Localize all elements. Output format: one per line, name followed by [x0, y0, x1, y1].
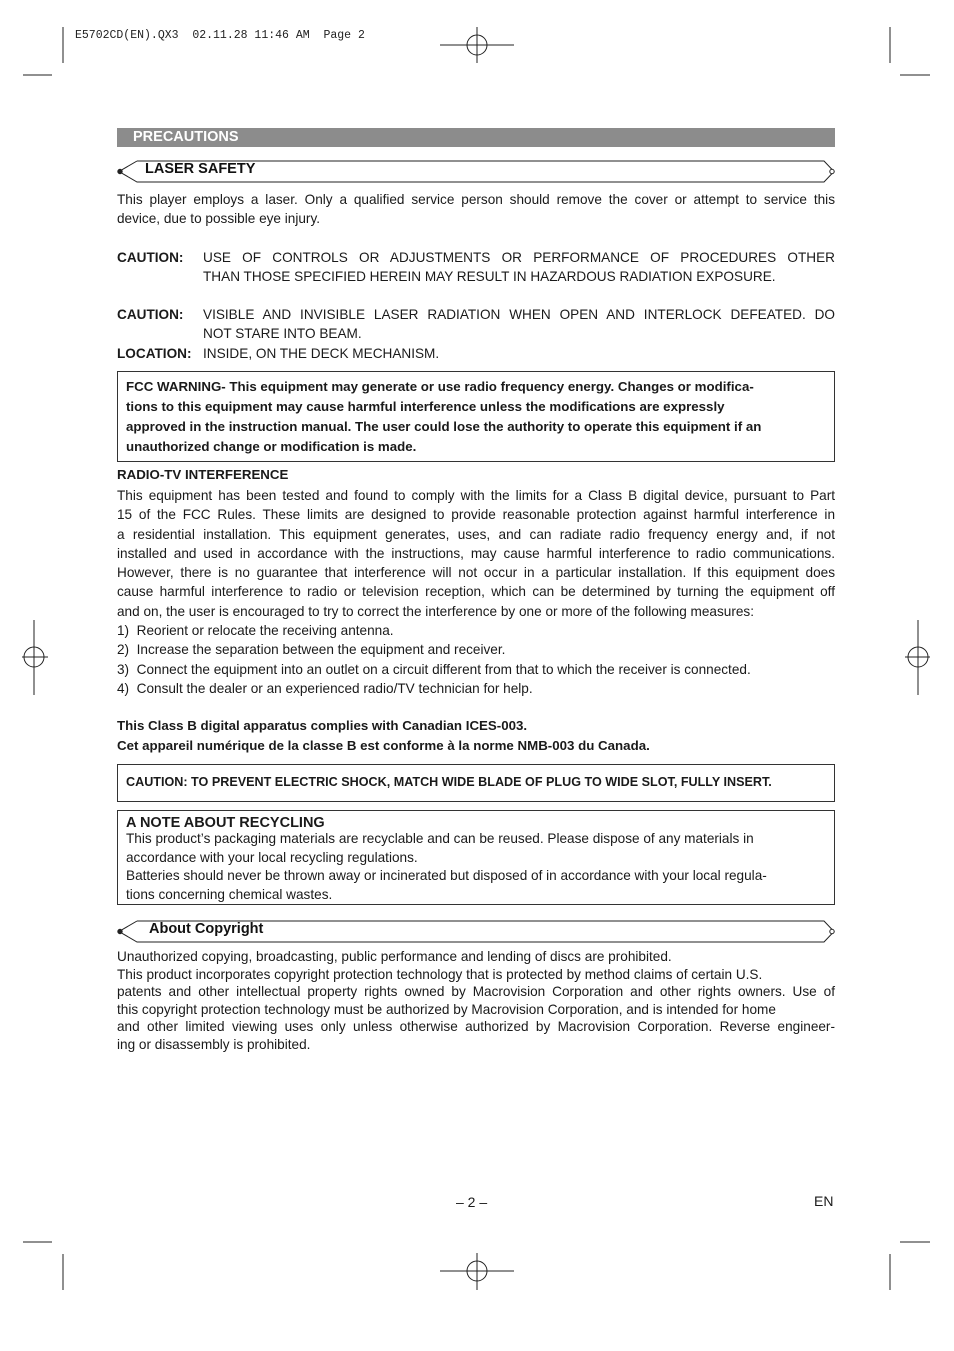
radio-tv-line: and on, the user is encouraged to try to correct the interference by one or more of the following measures: [117, 603, 754, 619]
caution-label: CAUTION: [117, 307, 184, 322]
recycling-title: A NOTE ABOUT RECYCLING [126, 815, 325, 831]
caution-label: CAUTION: [117, 250, 184, 265]
copyright-line: Unauthorized copying, broadcasting, public performance and lending of discs are prohibited. [117, 949, 672, 964]
radio-tv-line: This equipment has been tested and found to comply with the limits for a Class B digital device, pursuant to Part [117, 488, 835, 503]
fcc-warning-line: unauthorized change or modification is made. [126, 439, 417, 454]
measure-item: 3) Connect the equipment into an outlet on a circuit different from that to which the receiver is connected. [117, 661, 751, 677]
caution-controls [117, 248, 835, 288]
caution-text [203, 248, 835, 287]
location-text: INSIDE, ON THE DECK MECHANISM. [203, 346, 440, 361]
recycling-line: accordance with your local recycling regulations. [126, 849, 418, 865]
copyright-line: This product incorporates copyright protection technology that is protected by method claims of certain U.S. [117, 966, 763, 982]
plug-caution-box [117, 764, 835, 802]
precautions-bar [117, 128, 835, 147]
caution-radiation [117, 305, 835, 345]
caution-text [203, 305, 835, 344]
radio-tv-line: However, there is no guarantee that interference will not occur in a particular installation. If this equipment does [117, 565, 835, 581]
recycling-text [126, 830, 826, 904]
caution-text-line: NOT STARE INTO BEAM. [203, 326, 362, 342]
fcc-warning-box [117, 371, 835, 462]
recycling-line: This product’s packaging materials are recyclable and can be reused. Please dispose of any materials in [126, 831, 754, 846]
canada-line-fr: Cet appareil numérique de la classe B est conforme à la norme NMB-003 du Canada. [117, 738, 650, 753]
precautions-title: PRECAUTIONS [133, 129, 239, 145]
radio-tv-line: cause harmful interference to radio or television reception, which can be determined by turning the equipment off [117, 584, 835, 600]
radio-tv-line: 15 of the FCC Rules. These limits are designed to provide reasonable protection against harmful interference in [117, 507, 835, 523]
measure-item: 1) Reorient or relocate the receiving antenna. [117, 623, 394, 639]
fcc-warning-line: approved in the instruction manual. The user could lose the authority to operate this equipment if an [126, 419, 762, 434]
recycling-line: Batteries should never be thrown away or incinerated but disposed of in accordance with your local regula- [126, 868, 767, 883]
recycling-box [117, 810, 835, 905]
copyright-line: patents and other intellectual property rights owned by Macrovision Corporation and other rights owners. Use of [117, 984, 835, 999]
plug-caution-text: CAUTION: TO PREVENT ELECTRIC SHOCK, MATCH WIDE BLADE OF PLUG TO WIDE SLOT, FULLY INSERT. [126, 775, 772, 789]
radio-tv-line: a residential installation. This equipment generates, uses, and can radiate radio frequency energy and, if not [117, 526, 835, 542]
location-label: LOCATION: [117, 346, 192, 361]
page-number: – 2 – [456, 1194, 488, 1210]
measure-item: 2) Increase the separation between the equipment and receiver. [117, 642, 506, 658]
canada-compliance [117, 716, 650, 756]
copyright-line: this copyright protection technology must be authorized by Macrovision Corporation, and is intended for home [117, 1001, 776, 1017]
copyright-body [117, 948, 835, 1053]
laser-intro-line: This player employs a laser. Only a qualified service person should remove the cover or attempt to service this [117, 192, 835, 207]
copyright-heading [117, 920, 835, 943]
print-slug: E5702CD(EN).QX3 02.11.28 11:46 AM Page 2 [75, 29, 365, 42]
language-code: EN [814, 1193, 834, 1209]
copyright-line: ing or disassembly is prohibited. [117, 1036, 311, 1052]
copyright-line: and other limited viewing uses only unless otherwise authorized by Macrovision Corporation. Reverse engineer- [117, 1019, 835, 1034]
radio-tv-line: installed and used in accordance with the instructions, may cause harmful interference to radio communications. [117, 545, 835, 561]
fcc-warning-line: tions to this equipment may cause harmful interference unless the modifications are expressly [126, 399, 725, 414]
laser-location [117, 344, 835, 364]
caution-text-line: THAN THOSE SPECIFIED HEREIN MAY RESULT IN HAZARDOUS RADIATION EXPOSURE. [203, 269, 776, 285]
caution-text-line: USE OF CONTROLS OR ADJUSTMENTS OR PERFORMANCE OF PROCEDURES OTHER [203, 250, 835, 265]
radio-tv-body [117, 486, 835, 698]
radio-tv-heading: RADIO-TV INTERFERENCE [117, 467, 289, 482]
fcc-warning-text [126, 377, 826, 457]
caution-text-line: VISIBLE AND INVISIBLE LASER RADIATION WHEN OPEN AND INTERLOCK DEFEATED. DO [203, 307, 835, 322]
laser-intro [117, 190, 835, 229]
laser-intro-line: device, due to possible eye injury. [117, 211, 321, 227]
measure-item: 4) Consult the dealer or an experienced radio/TV technician for help. [117, 680, 533, 696]
laser-safety-heading [117, 160, 835, 183]
canada-line-en: This Class B digital apparatus complies with Canadian ICES-003. [117, 718, 528, 733]
recycling-line: tions concerning chemical wastes. [126, 886, 333, 902]
fcc-warning-line: FCC WARNING- This equipment may generate or use radio frequency energy. Changes or modifica- [126, 379, 754, 394]
laser-safety-title: LASER SAFETY [145, 161, 256, 177]
copyright-title: About Copyright [149, 921, 264, 937]
